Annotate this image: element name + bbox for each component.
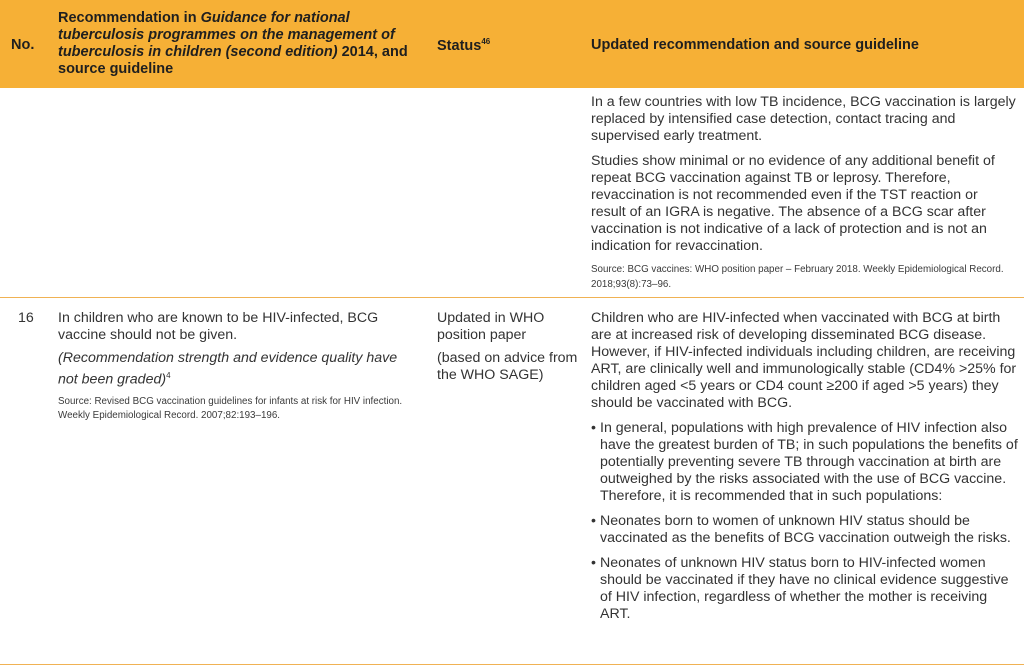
header-recommendation — [58, 10, 418, 78]
row16-grading — [58, 350, 418, 389]
bullet-text: Neonates of unknown HIV status born to HIV-infected women should be vaccinated if they have no clinical evidence suggestive of HIV infection, regardless of whether the mother is receiving ART. — [600, 555, 1009, 622]
row16-status-cell — [437, 310, 585, 384]
row16-status-line1: Updated in WHO position paper — [437, 310, 545, 343]
row16-grading-footnote: 4 — [166, 371, 171, 380]
header-rec-prefix: Recommendation in — [58, 10, 201, 26]
bullet-item — [591, 555, 1019, 623]
header-status — [437, 37, 490, 54]
row-divider — [0, 297, 1024, 298]
row16-updated-intro: Children who are HIV-infected when vaccinated with BCG at birth are at increased risk of developing disseminated BCG disease. However, if HIV-infected individuals including children, are receiving ART, are clinically well and immunologically stable (CD4% >25% for children aged <5 years or CD4 count ≥200 if aged >5 years) they should be vaccinated with BCG. — [591, 310, 1017, 411]
row16-recommendation-cell — [58, 310, 418, 424]
row16-updated-cell — [591, 310, 1019, 623]
top-row-paragraph-2: Studies show minimal or no evidence of any additional benefit of repeat BCG vaccination against TB or leprosy. Therefore, revaccination is not recommended even if the TST reaction or result of an IGRA is negative. The absence of a BCG scar after vaccination is not indicative of a lack of protection and is not an indication for revaccination. — [591, 153, 995, 254]
bullet-icon: • — [591, 420, 596, 436]
bullet-text: Neonates born to women of unknown HIV status should be vaccinated as the benefits of BCG vaccination outweigh the risks. — [600, 513, 1011, 546]
bullet-text: In general, populations with high prevalence of HIV infection also have the greatest burden of TB; in such populations the benefits of potentially preventing severe TB through vaccination at birth are outweighed by the risks associated with the use of BCG vaccine. Therefore, it is recommended that in such populations: — [600, 420, 1018, 504]
row16-grading-text: (Recommendation strength and evidence quality have not been graded) — [58, 350, 398, 388]
top-row-updated-cell — [591, 94, 1016, 292]
top-row-paragraph-1: In a few countries with low TB incidence, BCG vaccination is largely replaced by intensified case detection, contact tracing and supervised early treatment. — [591, 94, 1016, 144]
header-status-footnote: 46 — [481, 37, 491, 46]
header-rec-title: Guidance for national tuberculosis programmes on the management of tuberculosis in children (second edition) — [58, 10, 395, 60]
header-updated: Updated recommendation and source guideline — [591, 37, 919, 53]
row16-status-line2: (based on advice from the WHO SAGE) — [437, 350, 578, 383]
bottom-rule — [0, 664, 1024, 665]
bullet-item — [591, 420, 1019, 505]
row16-recommendation: In children who are known to be HIV-infected, BCG vaccine should not be given. — [58, 310, 379, 343]
row-number: 16 — [18, 310, 34, 326]
bullet-icon: • — [591, 513, 596, 529]
header-no: No. — [11, 37, 35, 53]
bullet-icon: • — [591, 555, 596, 571]
row16-source: Source: Revised BCG vaccination guidelines for infants at risk for HIV infection. Weekly Epidemiological Record. 2007;82:193–196. — [58, 395, 403, 422]
header-rec-suffix: 2014, and source guideline — [58, 44, 408, 77]
header-status-label: Status — [437, 37, 482, 54]
table-header — [0, 0, 1024, 88]
bullet-item — [591, 513, 1019, 547]
top-row-source: Source: BCG vaccines: WHO position paper – February 2018. Weekly Epidemiological Record. 2018;93(8):73–96. — [591, 264, 1004, 290]
